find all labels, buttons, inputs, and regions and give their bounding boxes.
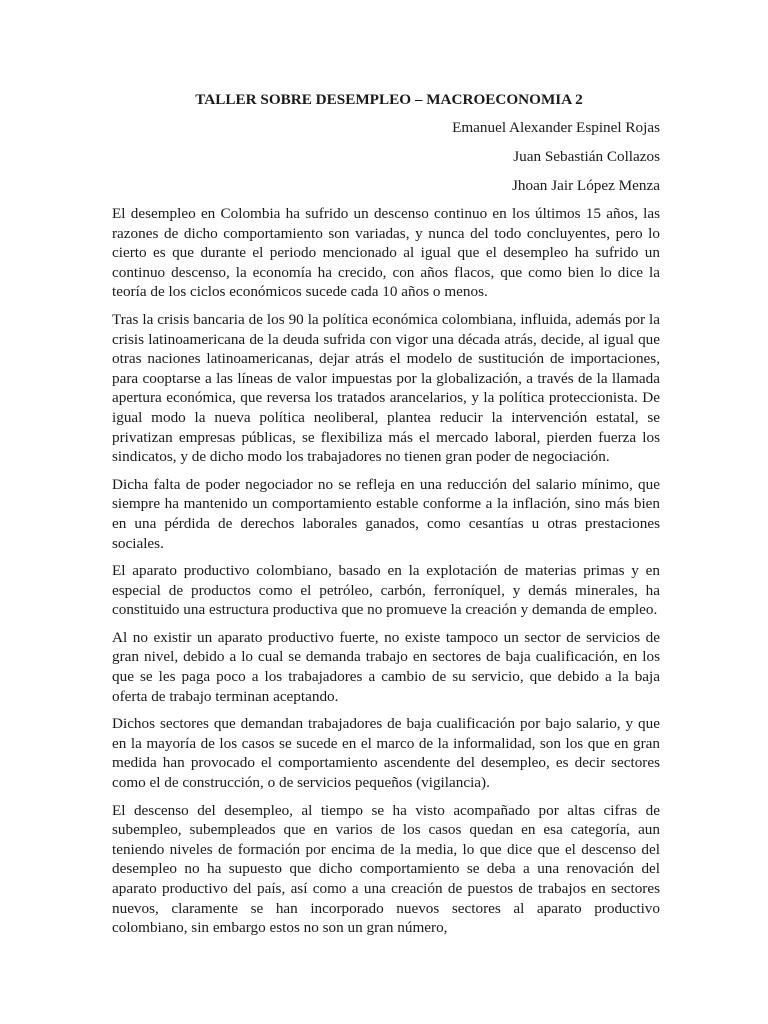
body-paragraph: El aparato productivo colombiano, basado en la explotación de materias primas y en especial de productos como el petróleo, carbón, ferroníquel, y demás minerales, ha constituido una estructura productiva que no promueve la creación y demanda de empleo. <box>112 562 660 619</box>
author-name: Jhoan Jair López Menza <box>511 177 660 194</box>
document-title: TALLER SOBRE DESEMPLEO – MACROECONOMIA 2 <box>195 91 583 108</box>
body-paragraph: El descenso del desempleo, al tiempo se ha visto acompañado por altas cifras de subempleo, subempleados que en varios de los casos quedan en esa categoría, aun teniendo niveles de formación por encima de la media, lo que dice que el descenso del desempleo no ha supuesto que dicho comportamiento se deba a una renovación del aparato productivo del país, así como a una creación de puestos de trabajos en sectores nuevos, claramente se han incorporado nuevos sectores al aparato productivo colombiano, sin embargo estos no son un gran número, <box>112 801 660 937</box>
body-paragraph: Tras la crisis bancaria de los 90 la política económica colombiana, influida, además por la crisis latinoamericana de la deuda sufrida con vigor una década atrás, decide, al igual que otras naciones latinoamericanas, dejar atrás el modelo de sustitución de importaciones, para cooptarse a las líneas de valor impuestas por la globalización, a través de la llamada apertura económica, que reversa los tratados arancelarios, y la política proteccionista. De igual modo la nueva política neoliberal, plantea reducir la intervención estatal, se privatizan empresas públicas, se flexibiliza más el mercado laboral, pierden fuerza los sindicatos, y de dicho modo los trabajadores no tienen gran poder de negociación. <box>112 310 660 466</box>
author-name: Emanuel Alexander Espinel Rojas <box>452 119 660 136</box>
body-paragraph: Dicha falta de poder negociador no se refleja en una reducción del salario mínimo, que siempre ha mantenido un comportamiento estable conforme a la inflación, sino más bien en una pérdida de derechos laborales ganados, como cesantías u otras prestaciones sociales. <box>112 475 660 552</box>
author-list <box>112 117 660 197</box>
document-body <box>112 89 660 946</box>
body-paragraph: Dichos sectores que demandan trabajadores de baja cualificación por bajo salario, y que en la mayoría de los casos se sucede en el marco de la informalidad, son los que en gran medida han provocado el comportamiento ascendente del desempleo, es decir sectores como el de construcción, o de servicios pequeños (vigilancia). <box>112 715 660 792</box>
body-paragraph: Al no existir un aparato productivo fuerte, no existe tampoco un sector de servicios de gran nivel, debido a lo cual se demanda trabajo en sectores de baja cualificación, en los que se les paga poco a los trabajadores a cambio de su servicio, que debido a la baja oferta de trabajo terminan aceptando. <box>112 628 660 705</box>
body-paragraph: El desempleo en Colombia ha sufrido un descenso continuo en los últimos 15 años, las razones de dicho comportamiento son variadas, y nunca del todo concluyentes, pero lo cierto es que durante el periodo mencionado al igual que el desempleo ha sufrido un continuo descenso, la economía ha crecido, con años flacos, que como bien lo dice la teoría de los ciclos económicos sucede cada 10 años o menos. <box>112 205 660 301</box>
author-name: Juan Sebastián Collazos <box>513 148 660 165</box>
